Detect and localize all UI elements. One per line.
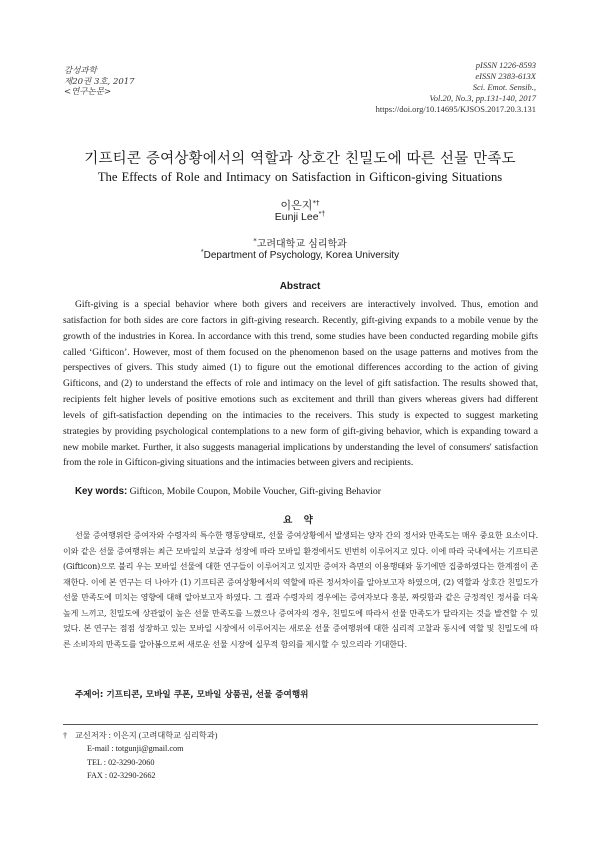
author-name-ko: 이은지	[280, 199, 313, 212]
corresponding-author: 교신저자 : 이은지 (고려대학교 심리학과)	[75, 731, 218, 740]
author-name-en: Eunji Lee	[274, 211, 319, 223]
footnote-email[interactable]: E-mail : totgunji@gmail.com	[87, 744, 184, 754]
keywords-label-ko: 주제어:	[75, 690, 104, 700]
author-english	[0, 211, 600, 223]
keywords-list: Gifticon, Mobile Coupon, Mobile Voucher, Gift-giving Behavior	[129, 486, 382, 497]
affiliation-mark: *	[253, 237, 257, 245]
keywords-korean	[75, 688, 308, 700]
footnote-corresponding	[63, 729, 217, 742]
pissn: pISSN 1226-8593	[475, 60, 536, 70]
author-mark: *†	[312, 199, 320, 207]
abstract-heading: Abstract	[279, 281, 321, 292]
affiliation-name-ko: 고려대학교 심리학과	[256, 239, 347, 250]
keywords-list-ko: 기프티콘, 모바일 쿠폰, 모바일 상품권, 선물 증여행위	[106, 690, 309, 700]
keywords-label: Key words:	[75, 486, 128, 497]
journal-name-ko: 감성과학	[64, 66, 97, 76]
affiliation-name-en: Department of Psychology, Korea University	[203, 250, 400, 261]
abstract-body: Gift-giving is a special behavior where both givers and receivers are interactively involved. Thus, emotion and satisfaction for both sides are core factors in gift-giving research. Recently, gift-giving expands to a mobile venue by the growth of the industries in Korea. In accordance with this trend, some studies have been conducted regarding mobile gifts called ‘Gifticon’. However, most of them focused on the phenomenon based on the usage patterns and motives from the perspectives of givers. This study aimed (1) to figure out the emotional differences according to the action of giving Gifticons, and (2) to understand the effects of role and intimacy on the level of gift satisfaction. The results showed that, recipients felt higher levels of positive emotions such as excitement and thrill than givers whereas givers had different levels of gift-satisfaction depending on the intimacies to the receivers. This study is expected to suggest marketing strategies by providing psychological contemplations to a new form of gift-giving behavior, which is expanding toward a new mobile market. Further, it also suggests managerial implications by understanding the level of consumers' satisfaction from the role in Gifticon-giving situations and the intimacies between givers and recipients.	[63, 299, 538, 469]
doi-link[interactable]: https://doi.org/10.14695/KJSOS.2017.20.3.131	[375, 104, 536, 114]
footnote	[63, 729, 217, 782]
footnote-fax: FAX : 02-3290-2662	[87, 770, 156, 780]
journal-volume-ko: 제20권 3호, 2017	[64, 76, 135, 87]
affiliation-korean	[0, 235, 600, 250]
affiliation-mark-en: *	[200, 249, 204, 256]
title-english: The Effects of Role and Intimacy on Satisfaction in Gifticon-giving Situations	[97, 170, 503, 184]
keywords-english	[75, 486, 381, 497]
summary-heading: 요 약	[283, 515, 317, 526]
title-korean: 기프티콘 증여상황에서의 역할과 상호간 친밀도에 따른 선물 만족도	[84, 151, 516, 167]
affiliation-english	[0, 250, 600, 261]
summary-body: 선물 증여행위란 증여자와 수령자의 특수한 행동양태로, 선물 증여상황에서 발생되는 양자 간의 정서와 만족도는 매우 중요한 요소이다. 이와 같은 선물 증여행위는 최근 모바일의 보급과 성장에 따라 모바일 환경에서도 빈번히 이루어지고 있다. 이에 따라 국내에서는 기프티콘 (Gifticon)으로 불리 우는 모바일 선물에 대한 연구들이 이루어지고 있지만 증여자 측면의 이용행태와 동기에만 집중하였다는 한계점이 존재한다. 이에 본 연구는 더 나아가 (1) 기프티콘 증여상황에서의 역할에 따른 정서차이를 알아보고자 하였으며, (2) 역할과 상호간 친밀도가 선물 만족도에 미치는 영향에 대해 알아보고자 하였다. 그 결과 수령자의 경우에는 증여자보다 흥분, 짜릿함과 같은 긍정적인 정서를 더욱 높게 느끼고, 친밀도에 상관없이 높은 선물 만족도를 느꼈으나 증여자의 경우, 친밀도에 따라서 선물 만족도가 달라지는 것을 발견할 수 있었다. 본 연구는 점점 성장하고 있는 모바일 시장에서 이루어지는 새로운 선물 증여행위에 대한 심리적 고찰과 동시에 역할 및 친밀도에 따른 소비자의 만족도를 알아봄으로써 새로운 선물 시장에 실무적 함의를 제시할 수 있으리라 기대한다.	[63, 531, 538, 649]
eissn: eISSN 2383-613X	[475, 71, 536, 81]
journal-header-left	[64, 66, 135, 98]
footnote-tel: TEL : 02-3290-2060	[87, 757, 155, 767]
journal-name-en: Sci. Emot. Sensib.,	[472, 82, 536, 92]
footnote-divider	[63, 724, 538, 725]
journal-volume-en: Vol.20, No.3, pp.131-140, 2017	[429, 93, 536, 103]
article-type-ko: <연구논문>	[64, 87, 112, 97]
author-mark-en: *†	[318, 211, 326, 218]
journal-header-right	[376, 60, 536, 115]
dagger-mark: †	[63, 731, 68, 740]
